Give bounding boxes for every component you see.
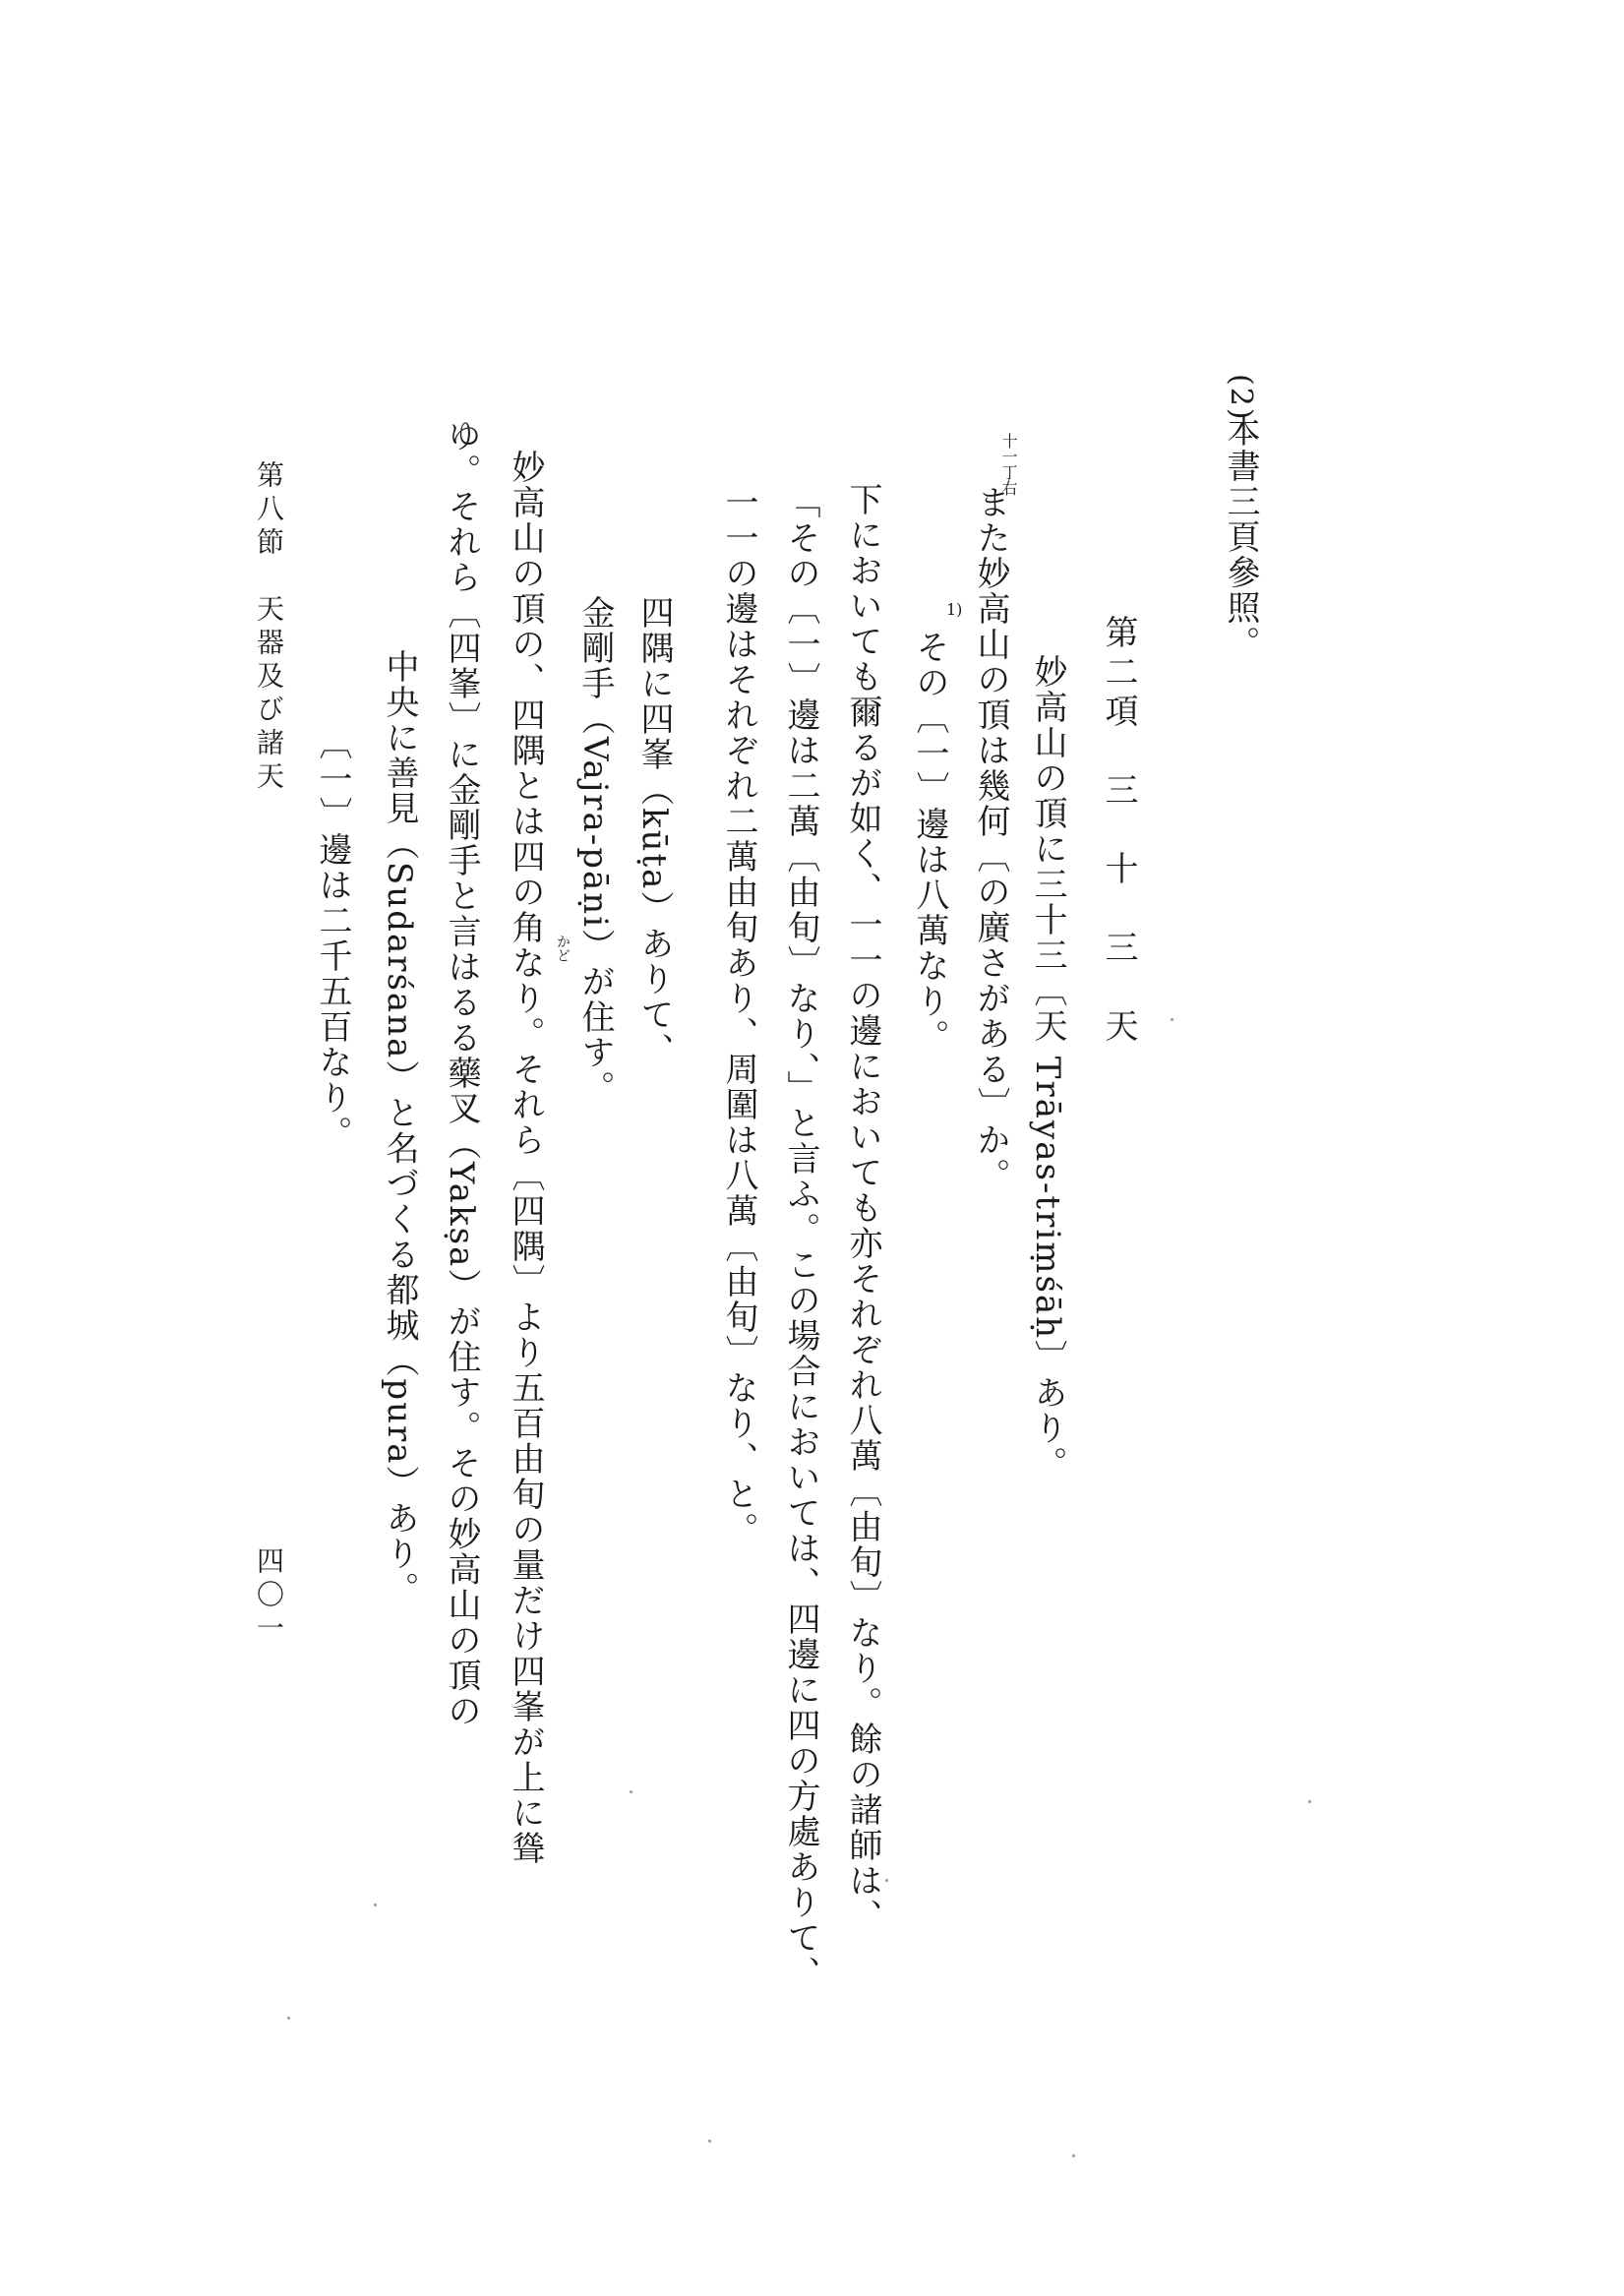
scan-speck bbox=[1171, 1018, 1173, 1021]
text-line: 妙高山の頂に三十三〔天 Trāyas-triṃśāḥ〕あり。 bbox=[1028, 654, 1067, 1482]
text-line: 「その〔一〕邊は二萬〔由旬〕なり、」と言ふ。この場合においては、四邊に四の方處ありて、 bbox=[781, 485, 820, 1991]
scan-speck bbox=[708, 2140, 711, 2143]
text-line: 金剛手（Vajra-pāṇi）が住す。 bbox=[575, 595, 615, 1107]
text-line: 〔一〕邊は二千五百なり。 bbox=[313, 726, 352, 1151]
folio-ref: 十一丁右 bbox=[999, 433, 1018, 496]
text-line: また妙高山の頂は幾何〔の廣さがある〕か。 bbox=[971, 485, 1010, 1193]
text-line: ゆ。それら〔四峯〕に金剛手と言はるる藥叉（Yakṣa）が住す。その妙高山の頂の bbox=[442, 418, 481, 1729]
text-line: 一一の邊はそれぞれ二萬由旬あり、周圍は八萬〔由旬〕なり、と。 bbox=[719, 485, 758, 1547]
ruby-kana: かど bbox=[555, 935, 571, 962]
note-marker: (2) bbox=[1224, 374, 1258, 422]
footnote-ref: 1) bbox=[946, 600, 963, 619]
text-line: 妙高山の頂の、四隅とは四の角なり。それら〔四隅〕より五百由旬の量だけ四峯が上に聳 bbox=[506, 450, 545, 1866]
scan-speck bbox=[1308, 1800, 1311, 1803]
text-line: 下においても爾るが如く、一一の邊においても亦それぞれ八萬〔由旬〕なり。餘の諸師は、 bbox=[843, 482, 882, 1934]
text-line: その〔一〕邊は八萬なり。 bbox=[910, 630, 949, 1055]
section-heading: 第二項 三 十 三 天 bbox=[1099, 615, 1138, 1048]
text-line: 中央に善見（Sudarśana）と名づくる都城（pura）あり。 bbox=[380, 649, 419, 1607]
scan-speck bbox=[1072, 2154, 1075, 2157]
chapter-footer: 第八節 天器及び諸天 bbox=[253, 460, 285, 795]
note-text: 本書三頁參照。 bbox=[1221, 413, 1260, 661]
page-number: 四〇一 bbox=[253, 1546, 285, 1647]
scan-speck bbox=[374, 1903, 377, 1906]
scan-speck bbox=[287, 2017, 290, 2020]
text-line: 四隅に四峯（kūṭa）ありて、 bbox=[634, 595, 674, 1068]
scan-speck bbox=[885, 1879, 888, 1882]
scan-speck bbox=[630, 1790, 632, 1793]
